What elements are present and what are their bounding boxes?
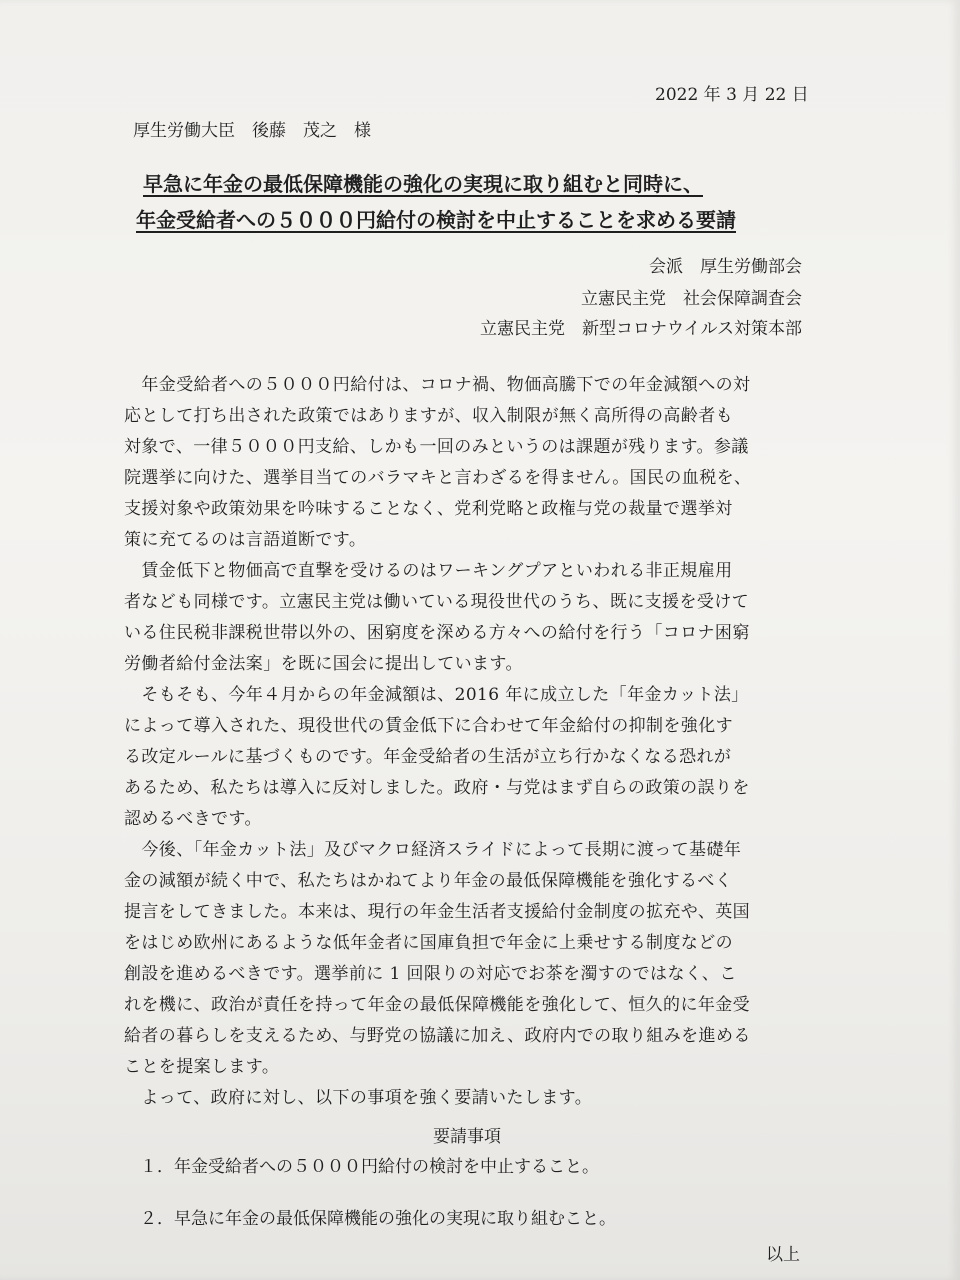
- request-item-2: ２．早急に年金の最低保障機能の強化の実現に取り組むこと。: [140, 1209, 616, 1229]
- body-line: 労働者給付金法案」を既に国会に提出しています。: [124, 654, 523, 674]
- body-line: そもそも、今年４月からの年金減額は、2016 年に成立した「年金カット法」: [124, 685, 749, 705]
- body-line: 認めるべきです。: [124, 809, 262, 829]
- sender-line-1: 会派 厚生労働部会: [649, 257, 802, 277]
- title-line-2: 年金受給者への５０００円給付の検討を中止することを求める要請: [136, 208, 736, 232]
- body-line: をはじめ欧州にあるような低年金者に国庫負担で年金に上乗せする制度などの: [124, 933, 733, 953]
- body-line: よって、政府に対し、以下の事項を強く要請いたします。: [124, 1088, 593, 1108]
- body-line: によって導入された、現役世代の賃金低下に合わせて年金給付の抑制を強化す: [124, 716, 733, 736]
- addressee: 厚生労働大臣 後藤 茂之 様: [133, 121, 371, 141]
- request-item-1: １．年金受給者への５０００円給付の検討を中止すること。: [140, 1157, 599, 1177]
- requests-heading: 要請事項: [433, 1127, 501, 1147]
- body-line: 者なども同様です。立憲民主党は働いている現役世代のうち、既に支援を受けて: [124, 592, 750, 612]
- body-line: 創設を進めるべきです。選挙前に 1 回限りの対応でお茶を濁すのではなく、こ: [124, 964, 737, 984]
- body-line: 今後、「年金カット法」及びマクロ経済スライドによって長期に渡って基礎年: [124, 840, 742, 860]
- sender-line-2: 立憲民主党 社会保障調査会: [581, 289, 802, 309]
- body-line: ことを提案します。: [124, 1057, 280, 1077]
- body-line: れを機に、政治が責任を持って年金の最低保障機能を強化して、恒久的に年金受: [124, 995, 751, 1015]
- body-line: 年金受給者への５０００円給付は、コロナ禍、物価高騰下での年金減額への対: [124, 375, 751, 395]
- body-line: 策に充てるのは言語道断です。: [124, 530, 367, 550]
- body-line: あるため、私たちは導入に反対しました。政府・与党はまず自らの政策の誤りを: [124, 778, 750, 798]
- document-date: 2022 年 3 月 22 日: [655, 85, 809, 105]
- body-line: る改定ルールに基づくものです。年金受給者の生活が立ち行かなくなる恐れが: [124, 747, 732, 767]
- body-line: 提言をしてきました。本来は、現行の年金生活者支援給付金制度の拡充や、英国: [124, 902, 751, 922]
- body-line: 金の減額が続く中で、私たちはかねてより年金の最低保障機能を強化するべく: [124, 871, 733, 891]
- body-line: 支援対象や政策効果を吟味することなく、党利党略と政権与党の裁量で選挙対: [124, 499, 733, 519]
- body-line: 応として打ち出された政策ではありますが、収入制限が無く高所得の高齢者も: [124, 406, 733, 426]
- body-line: 院選挙に向けた、選挙目当てのバラマキと言わざるを得ません。国民の血税を、: [124, 468, 752, 488]
- body-line: 賃金低下と物価高で直撃を受けるのはワーキングプアといわれる非正規雇用: [124, 561, 733, 581]
- body-line: いる住民税非課税世帯以外の、困窮度を深める方々への給付を行う「コロナ困窮: [124, 623, 750, 643]
- body-line: 対象で、一律５０００円支給、しかも一回のみというのは課題が残ります。参議: [124, 437, 749, 457]
- closing: 以上: [766, 1245, 800, 1265]
- sender-line-3: 立憲民主党 新型コロナウイルス対策本部: [480, 319, 802, 339]
- body-line: 給者の暮らしを支えるため、与野党の協議に加え、政府内での取り組みを進める: [124, 1026, 751, 1046]
- title-line-1: 早急に年金の最低保障機能の強化の実現に取り組むと同時に、: [143, 172, 703, 196]
